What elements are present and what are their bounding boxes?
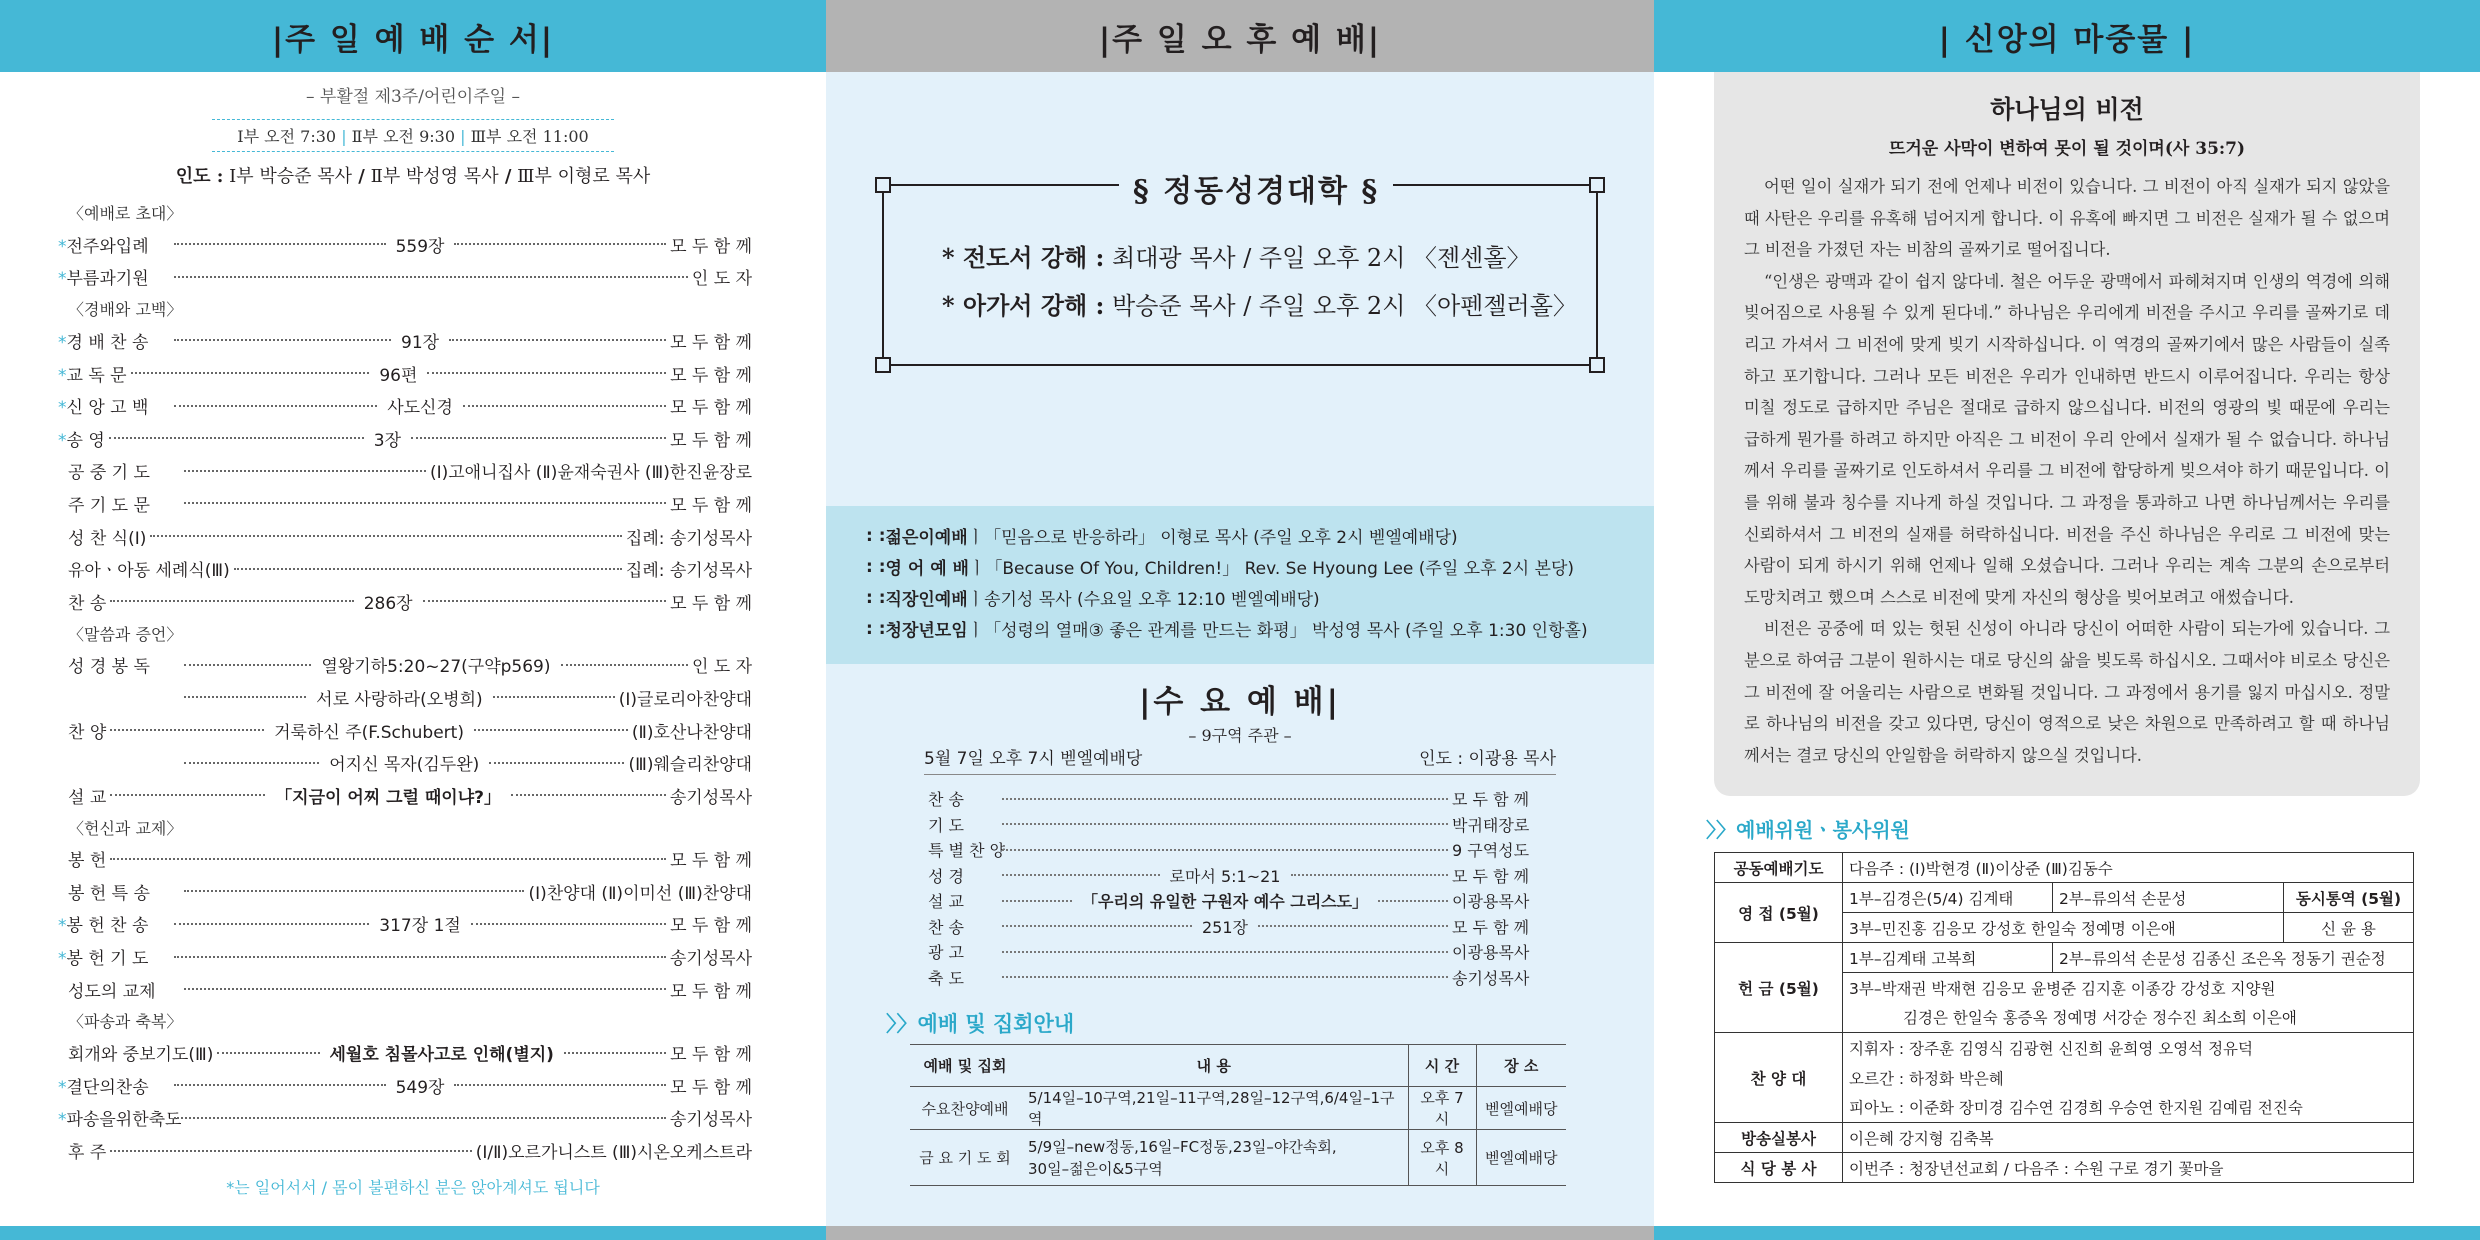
stand-marker: * [58, 398, 67, 419]
order-item-name: 봉 헌 [68, 851, 107, 872]
panel-header: |주 일 오 후 예 배| [826, 0, 1654, 72]
dot-leader [110, 600, 353, 602]
table-row: 방송실봉사 이은혜 강지형 김축복 [1715, 1123, 2414, 1153]
dot-leader [1002, 849, 1448, 851]
box-corner [875, 177, 891, 193]
stand-marker: * [58, 332, 67, 353]
order-item-responsible: 모 두 함 께 [670, 981, 752, 1002]
order-item-responsible: 모 두 함 께 [670, 430, 752, 451]
dot-leader [1002, 874, 1160, 876]
order-item-name: 성 찬 식(Ⅰ) [68, 528, 147, 549]
order-item-name: *부름과기원 [58, 269, 149, 290]
order-section-label: 〈파송과 축복〉 [68, 1012, 183, 1032]
order-item-responsible: 이광용목사 [1452, 943, 1530, 963]
stand-marker: * [58, 236, 67, 257]
wednesday-order-row [928, 888, 1556, 914]
order-row [58, 357, 753, 390]
bible-college-title: § 정동성경대학 § [1119, 166, 1393, 210]
order-item-name: 기 도 [928, 815, 964, 835]
order-item-name: 찬 송 [928, 790, 964, 810]
dot-leader [131, 372, 370, 374]
stand-marker: * [58, 1110, 67, 1131]
lecture-line: * 전도서 강해 : 최대광 목사 / 주일 오후 2시 〈젠센홀〉 [942, 243, 1531, 272]
box-corner [1589, 177, 1605, 193]
order-item-responsible: 집례: 송기성목사 [625, 561, 752, 582]
dot-leader [109, 437, 364, 439]
box-corner [875, 357, 891, 373]
stand-marker: * [58, 1077, 67, 1098]
order-item-name: *파송을위한축도 [58, 1110, 182, 1131]
order-item-responsible: 모 두 함 께 [670, 398, 753, 419]
order-item-name: 광 고 [928, 943, 964, 963]
dot-leader [184, 890, 524, 892]
table-row: 김경은 한일숙 홍증옥 정예명 서강순 정수진 최소희 이은애 [1715, 1003, 2414, 1033]
wednesday-order-row [928, 863, 1556, 889]
dot-leader [423, 600, 666, 602]
order-item-name: 찬 송 [68, 593, 107, 614]
order-row [58, 389, 753, 422]
order-item-detail: 96편 [379, 365, 418, 386]
leader-2: Ⅱ부 박성영 목사 [370, 166, 499, 187]
dot-leader [174, 276, 688, 278]
order-item-responsible: 인 도 자 [691, 269, 752, 290]
leader-label: 인도 : [175, 166, 224, 187]
stand-marker: * [58, 916, 67, 937]
order-item-name: *교 독 문 [58, 365, 127, 386]
dot-leader [1002, 951, 1448, 953]
footer-bar [826, 1226, 1654, 1240]
volunteers-title: 〉〉예배위원ㆍ봉사위원 [1706, 818, 1910, 842]
order-item-detail: 「지금이 어찌 그럴 때이냐?」 [275, 787, 501, 808]
essay-paragraph: 비전은 공중에 떠 있는 헛된 신성이 아니라 당신이 어떠한 사람이 되는가에 있습니다. 그분으로 하여금 그분이 원하시는 대로 당신의 삶을 빚도록 하십시오. 그때서야 비로소 당신은 그 비전에 잘 어울리는 사람으로 변화될 것입니다. 그 과정에서 용기를 잃지 마십시오. 정말로 하나님의 비전을 갖고 있다면, 당신이 영적으로 낮은 차원으로 만족하려고 할 때 하나님께서는 결코 당신의 안일함을 허락하지 않으실 것입니다. [1744, 619, 2390, 765]
essay-paragraph: “인생은 광맥과 같이 쉽지 않다네. 철은 어두운 광맥에서 파헤쳐지며 인생의 역경에 의해 빚어짐으로 사용될 수 있게 된다네.” 하나님은 우리에게 비전을 주시고 우리를 골짜기로 데리고 가셔서 그 비전에 맞게 빚기 시작하십니다. 이 역경의 골짜기에서 많은 사람들이 실족하고 포기합니다. 그러나 모든 비전은 우리가 인내하면 반드시 이루어집니다. 우리는 항상 미칠 정도로 급하지만 주님은 절대로 급하지 않으십니다. 비전의 영광의 빛 때문에 우리는 급하게 뭔가를 하려고 하지만 아직은 그 비전이 우리 안에서 실재가 될 수 없습니다. 하나님께서 우리를 골짜기로 인도하셔서 우리를 그 비전에 합당하게 빚으셔야 하기 때문입니다. 이를 위해 불과 칭수를 지나게 하실 것입니다. 그 과정을 통과하고 나면 하나님께서는 우리를 신뢰하셔서 그 비전의 실재를 허락하십니다. 비전을 주신 하나님은 우리로 그 비전에 맞는 사람이 되게 하시기 위해 언제나 일해 오셨습니다. 그러나 우리는 계속 그분의 손으로부터 도망치려고 했으며 스스로 비전에 맞게 자신의 형상을 빚어보려고 애썼습니다. [1744, 271, 2390, 607]
table-row: 오르간 : 하정화 박은혜 [1715, 1063, 2414, 1093]
order-item-responsible: (Ⅲ)웨슬리찬양대 [628, 755, 753, 776]
dot-leader [449, 339, 666, 341]
order-section-label: 〈말씀과 증언〉 [68, 624, 183, 644]
devotional-panel [1654, 0, 2480, 1240]
box-corner [1589, 357, 1605, 373]
stand-marker: * [58, 430, 67, 451]
order-row [58, 908, 753, 941]
order-item-name: 성 경 [928, 866, 964, 886]
dot-leader [463, 405, 666, 407]
order-item-detail: 사도신경 [387, 398, 453, 419]
sunday-worship-order-panel [0, 0, 826, 1240]
dot-leader [184, 988, 666, 990]
order-item-responsible: 집례: 송기성목사 [625, 528, 752, 549]
order-item-responsible: 모 두 함 께 [670, 851, 752, 872]
order-row [68, 746, 752, 779]
order-item-responsible: (Ⅰ/Ⅱ)오르가니스트 (Ⅲ)시온오케스트라 [475, 1143, 752, 1164]
dot-leader [454, 243, 666, 245]
dot-leader [1002, 823, 1448, 825]
order-row [68, 455, 752, 488]
dot-leader [110, 794, 265, 796]
dot-leader [174, 1117, 666, 1119]
dot-leader [174, 339, 391, 341]
order-item-name: 성도의 교제 [68, 981, 156, 1002]
table-row: 금 요 기 도 회 5/9일–new정동,16일–FC정동,23일–야간속회, 30일–젊은이&5구역 오후 8시 벧엘예배당 [910, 1130, 1566, 1186]
dot-leader [234, 568, 622, 570]
order-row [68, 875, 752, 908]
dot-leader [174, 956, 666, 958]
order-item-detail: 세월호 침몰사고로 인해(별지) [329, 1045, 554, 1066]
order-item-responsible: 9 구역성도 [1452, 841, 1530, 861]
wednesday-title: |수 요 예 배| [1139, 684, 1341, 720]
leader-1: Ⅰ부 박승준 목사 [229, 166, 352, 187]
order-item-responsible: 모 두 함 께 [1452, 866, 1530, 886]
table-header-row: 예배 및 집회 내 용 시 간 장 소 [910, 1045, 1566, 1087]
order-item-responsible: 이광용목사 [1452, 892, 1530, 912]
bible-college-box [882, 174, 1598, 366]
wednesday-leader: 인도 : 이광용 목사 [1419, 749, 1556, 769]
order-row [68, 973, 752, 1006]
essay-title: 하나님의 비전 [1990, 95, 2144, 124]
order-item-responsible: 모 두 함 께 [1452, 917, 1530, 937]
wednesday-order-row [928, 939, 1556, 965]
wednesday-order-row [928, 786, 1556, 812]
volunteers-table [1714, 852, 2414, 1183]
order-item-name: 찬 양 [68, 722, 107, 743]
order-item-name: 성 경 봉 독 [68, 657, 150, 678]
stand-marker: * [58, 269, 67, 290]
table-row: 찬 양 대 지휘자 : 장주훈 김영식 김광현 신진희 윤희영 오영석 정유덕 [1715, 1033, 2414, 1063]
order-row [68, 520, 752, 553]
wednesday-order-row [928, 965, 1556, 991]
order-item-responsible: 박귀태장로 [1452, 815, 1530, 835]
order-row [68, 843, 752, 876]
order-item-name: *봉 헌 기 도 [58, 949, 149, 970]
order-item-detail: 549장 [395, 1077, 445, 1098]
order-item-name: 주 기 도 문 [68, 495, 150, 516]
order-item-responsible: 송기성목사 [1452, 968, 1530, 988]
dot-leader [471, 923, 666, 925]
order-item-name: *경 배 찬 송 [58, 332, 149, 353]
dot-leader [564, 1052, 666, 1054]
table-row: 피아노 : 이준화 장미경 김수연 김경희 우승연 한지원 김예림 전진숙 [1715, 1093, 2414, 1123]
order-item-name: 유아ㆍ아동 세례식(Ⅲ) [68, 561, 230, 582]
order-row [68, 1134, 752, 1167]
order-row [58, 1069, 752, 1102]
order-item-detail: 「우리의 유일한 구원자 예수 그리스도」 [1081, 892, 1369, 912]
essay-body [1744, 171, 2390, 771]
standing-note: *는 일어서서 / 몸이 불편하신 분은 앉아계셔도 됩니다 [226, 1177, 600, 1197]
dot-leader [1002, 798, 1448, 800]
order-item-name: 찬 송 [928, 917, 964, 937]
order-row [68, 552, 752, 585]
dot-leader [454, 1084, 666, 1086]
service-line: : : 청장년모임 ㅣ「성령의 열매③ 좋은 관계를 만드는 화평」 박성영 목사 (주일 오후 1:30 인항홀) [866, 618, 1588, 641]
wednesday-info [924, 744, 1556, 775]
order-row [68, 1036, 752, 1069]
order-item-responsible: 모 두 함 께 [670, 916, 753, 937]
dot-leader [174, 243, 386, 245]
order-item-detail: 로마서 5:1~21 [1169, 866, 1281, 886]
essay-paragraph: 어떤 일이 실재가 되기 전에 언제나 비전이 있습니다. 그 비전이 아직 실재가 되지 않았을 때 사탄은 우리를 유혹해 넘어지게 합니다. 이 유혹에 빠지면 그 비전은 실재가 될 수 없으며 그 비전을 가졌던 자는 비참의 골짜기로 떨어집니다. [1744, 177, 2390, 260]
dot-leader [174, 405, 377, 407]
dot-leader [1002, 976, 1448, 978]
dot-leader [474, 729, 628, 731]
order-item-name: 특 별 찬 양 [928, 841, 1006, 861]
order-row [68, 779, 752, 812]
order-item-responsible: (Ⅰ)고애니집사 (Ⅱ)윤재숙권사 (Ⅲ)한진윤장로 [429, 463, 752, 484]
order-item-responsible: 모 두 함 께 [670, 365, 753, 386]
table-row: 영 접 (5월) 1부–김경은(5/4) 김계태 2부–류의석 손문성 동시통역 (5월) [1715, 883, 2414, 913]
wednesday-when: 5월 7일 오후 7시 벧엘예배당 [924, 749, 1143, 769]
order-item-responsible: 모 두 함 께 [670, 236, 752, 257]
service-line: : : 젊은이예배 ㅣ「믿음으로 반응하라」 이형로 목사 (주일 오후 2시 벧엘예배당) [866, 525, 1458, 548]
table-row: 식 당 봉 사 이번주 : 청장년선교회 / 다음주 : 수원 구로 경기 꽃마을 [1715, 1153, 2414, 1183]
dot-leader [511, 794, 666, 796]
order-item-name: *신 앙 고 백 [58, 398, 149, 419]
table-row: 공동예배기도 다음주 : (Ⅰ)박현경 (Ⅱ)이상준 (Ⅲ)김동수 [1715, 853, 2414, 883]
order-item-detail: 317장 1절 [379, 916, 461, 937]
dot-leader [110, 858, 666, 860]
leaders: 인도 : Ⅰ부 박승준 목사 / Ⅱ부 박성영 목사 / Ⅲ부 이형로 목사 [175, 166, 651, 187]
leader-3: Ⅲ부 이형로 목사 [517, 166, 651, 187]
order-item-detail: 서로 사랑하라(오병희) [316, 689, 483, 710]
order-item-detail: 거룩하신 주(F.Schubert) [274, 722, 464, 743]
order-item-responsible: 모 두 함 께 [670, 1077, 752, 1098]
order-item-responsible: 모 두 함 께 [670, 593, 752, 614]
wednesday-order-row [928, 914, 1556, 940]
order-row [58, 324, 752, 357]
wednesday-order-row [928, 812, 1556, 838]
order-item-responsible: 송기성목사 [669, 1110, 752, 1131]
order-item-detail: 91장 [401, 332, 440, 353]
order-item-name: 축 도 [928, 968, 964, 988]
order-row [68, 714, 752, 747]
order-row [58, 228, 752, 261]
stand-marker: * [58, 365, 67, 386]
time-1: Ⅰ부 오전 7:30 [237, 127, 337, 146]
service-line: : : 직장인예배 ㅣ송기성 목사 (수요일 오후 12:10 벧엘예배당) [866, 587, 1320, 610]
service-line: : : 영 어 예 배 ㅣ「Because Of You, Children!」 Rev. Se Hyoung Lee (주일 오후 2시 본당) [866, 556, 1575, 579]
worship-subtitle: – 부활절 제3주/어린이주일 – [306, 87, 520, 107]
time-2: Ⅱ부 오전 9:30 [351, 127, 456, 146]
order-item-name: 설 교 [928, 892, 964, 912]
dot-leader [1258, 925, 1448, 927]
dot-leader [110, 729, 264, 731]
order-row [58, 940, 752, 973]
dot-leader [150, 535, 622, 537]
order-item-name: *결단의찬송 [58, 1077, 149, 1098]
order-item-name: *송 영 [58, 430, 105, 451]
order-row [58, 261, 752, 294]
devotional-essay [1714, 72, 2420, 796]
stand-marker: * [58, 949, 67, 970]
dot-leader [1291, 874, 1449, 876]
order-item-responsible: 모 두 함 께 [670, 1045, 753, 1066]
order-item-responsible: 모 두 함 께 [670, 332, 752, 353]
dot-leader [411, 437, 666, 439]
dot-leader [1002, 900, 1072, 902]
order-item-detail: 어지신 목자(김두완) [329, 755, 480, 776]
table-row: 3부–박재권 박재현 김응모 윤병준 김지훈 이종강 강성호 지양원 [1715, 973, 2414, 1003]
dot-leader [1378, 900, 1448, 902]
order-section-label: 〈예배로 초대〉 [68, 204, 183, 223]
dot-leader [1002, 925, 1192, 927]
order-item-responsible: 인 도 자 [691, 657, 753, 678]
dot-leader [489, 762, 624, 764]
order-item-detail: 286장 [363, 593, 413, 614]
order-section-label: 〈경배와 고백〉 [68, 300, 183, 320]
footer-bar [1654, 1226, 2480, 1240]
order-item-responsible: (Ⅰ)글로리아찬양대 [618, 689, 753, 710]
order-item-name: 공 중 기 도 [68, 463, 150, 484]
worship-order-list [58, 197, 753, 1167]
order-item-responsible: (Ⅰ)찬양대 (Ⅱ)이미선 (Ⅲ)찬양대 [528, 883, 752, 904]
wednesday-worship-heading [826, 676, 1654, 746]
panel-header: |주 일 예 배 순 서| [0, 0, 826, 72]
dot-leader [493, 696, 615, 698]
order-item-name: *전주와입례 [58, 236, 149, 257]
dot-leader [174, 923, 369, 925]
lecture-line: * 아가서 강해 : 박승준 목사 / 주일 오후 2시 〈아펜젤러홀〉 [942, 291, 1577, 320]
dot-leader [110, 1150, 472, 1152]
essay-verse: 뜨거운 사막이 변하여 못이 될 것이며(사 35:7) [1888, 139, 2246, 159]
order-row [58, 1102, 752, 1135]
order-row [58, 422, 752, 455]
service-times: Ⅰ부 오전 7:30 | Ⅱ부 오전 9:30 | Ⅲ부 오전 11:00 [212, 119, 614, 152]
order-row [68, 649, 752, 682]
schedule-title: 〉〉예배 및 집회안내 [886, 1012, 1075, 1036]
order-item-name: 설 교 [68, 787, 107, 808]
order-item-detail: 열왕기하5:20~27(구약p569) [321, 657, 551, 678]
afternoon-services-band [826, 506, 1654, 664]
order-item-detail: 559장 [395, 236, 445, 257]
table-row: 3부–민진홍 김응모 강성호 한일숙 정예명 이은애 신 윤 용 [1715, 913, 2414, 943]
order-item-name: 봉 헌 특 송 [68, 883, 150, 904]
panel-header: | 신앙의 마중물 | [1654, 0, 2480, 72]
dot-leader [427, 372, 666, 374]
footer-bar [0, 1226, 826, 1240]
dot-leader [184, 502, 666, 504]
order-item-name: 후 주 [68, 1143, 107, 1164]
dot-leader [184, 470, 426, 472]
schedule-table [910, 1044, 1566, 1186]
order-item-name: *봉 헌 찬 송 [58, 916, 149, 937]
order-item-responsible: (Ⅱ)호산나찬양대 [631, 722, 752, 743]
dot-leader [561, 664, 688, 666]
wednesday-order-row [928, 837, 1556, 863]
time-3: Ⅲ부 오전 11:00 [470, 127, 589, 146]
order-item-detail: 3장 [373, 430, 402, 451]
wednesday-order-list [928, 786, 1556, 990]
dot-leader [184, 664, 311, 666]
dot-leader [174, 1084, 386, 1086]
order-row [68, 585, 752, 618]
afternoon-worship-panel [826, 0, 1654, 1240]
dot-leader [217, 1052, 319, 1054]
table-row: 수요찬양예배 5/14일–10구역,21일–11구역,28일–12구역,6/4일–1구역 오후 7시 벧엘예배당 [910, 1087, 1566, 1130]
wednesday-subtitle: – 9구역 주관 – [1188, 726, 1292, 745]
order-row [68, 681, 752, 714]
order-section-label: 〈헌신과 교제〉 [68, 818, 183, 838]
order-row [68, 487, 752, 520]
order-item-responsible: 송기성목사 [669, 949, 752, 970]
order-item-detail: 251장 [1202, 917, 1248, 937]
order-item-responsible: 모 두 함 께 [1452, 790, 1530, 810]
dot-leader [184, 696, 306, 698]
order-item-responsible: 모 두 함 께 [670, 495, 752, 516]
order-item-name: 회개와 중보기도(Ⅲ) [68, 1045, 214, 1066]
table-row: 헌 금 (5월) 1부–김계태 고복희 2부–류의석 손문성 김종신 조은옥 정동기 권순정 [1715, 943, 2414, 973]
order-item-responsible: 송기성목사 [669, 787, 752, 808]
dot-leader [184, 762, 319, 764]
